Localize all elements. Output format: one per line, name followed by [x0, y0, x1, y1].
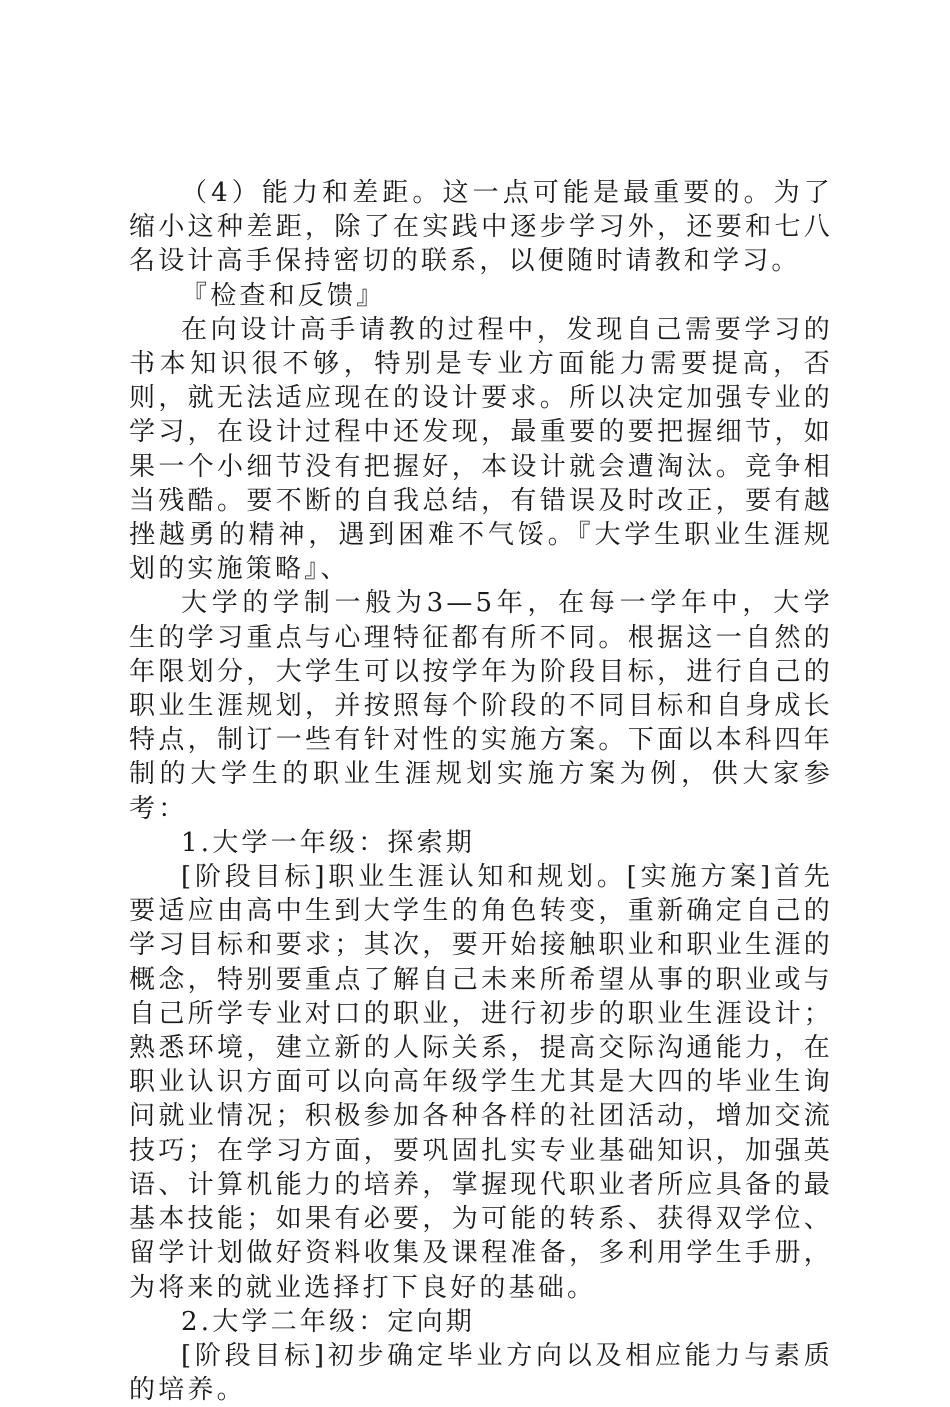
document-body	[129, 176, 833, 1407]
section-heading-check-feedback: 『检查和反馈』	[181, 280, 386, 311]
paragraph-ability-gap: （4）能力和差距。这一点可能是最重要的。为了缩小这种差距，除了在实践中逐步学习外，还要和七八名设计高手保持密切的联系，以便随时请教和学习。	[129, 178, 833, 277]
paragraph-year-one: [阶段目标]职业生涯认知和规划。[实施方案]首先要适应由高中生到大学生的角色转变，重新确定自己的学习目标和要求；其次，要开始接触职业和职业生涯的概念，特别要重点了解自己未来所希望从事的职业或与自己所学专业对口的职业，进行初步的职业生涯设计；熟悉环境，建立新的人际关系，提高交际沟通能力，在职业认识方面可以向高年级学生尤其是大四的毕业生询问就业情况；积极参加各种各样的社团活动，增加交流技巧；在学习方面，要巩固扎实专业基础知识，加强英语、计算机能力的培养，掌握现代职业者所应具备的最基本技能；如果有必要，为可能的转系、获得双学位、留学计划做好资料收集及课程准备，多利用学生手册，为将来的就业选择打下良好的基础。	[129, 862, 833, 1303]
paragraph-feedback: 在向设计高手请教的过程中，发现自己需要学习的书本知识很不够，特别是专业方面能力需要提高，否则，就无法适应现在的设计要求。所以决定加强专业的学习，在设计过程中还发现，最重要的要把握细节，如果一个小细节没有把握好，本设计就会遭淘汰。竞争相当残酷。要不断的自我总结，有错误及时改正，要有越挫越勇的精神，遇到困难不气馁。『大学生职业生涯规划的实施策略』、	[129, 314, 833, 585]
paragraph-year-two: [阶段目标]初步确定毕业方向以及相应能力与素质的培养。	[129, 1340, 833, 1406]
section-heading-year-one: 1.大学一年级：探索期	[181, 827, 476, 858]
paragraph-implementation-intro: 大学的学制一般为3—5年，在每一学年中，大学生的学习重点与心理特征都有所不同。根据这一自然的年限划分，大学生可以按学年为阶段目标，进行自己的职业生涯规划，并按照每个阶段的不同目标和自身成长特点，制订一些有针对性的实施方案。下面以本科四年制的大学生的职业生涯规划实施方案为例，供大家参考：	[129, 588, 833, 824]
section-heading-year-two: 2.大学二年级：定向期	[181, 1306, 476, 1337]
